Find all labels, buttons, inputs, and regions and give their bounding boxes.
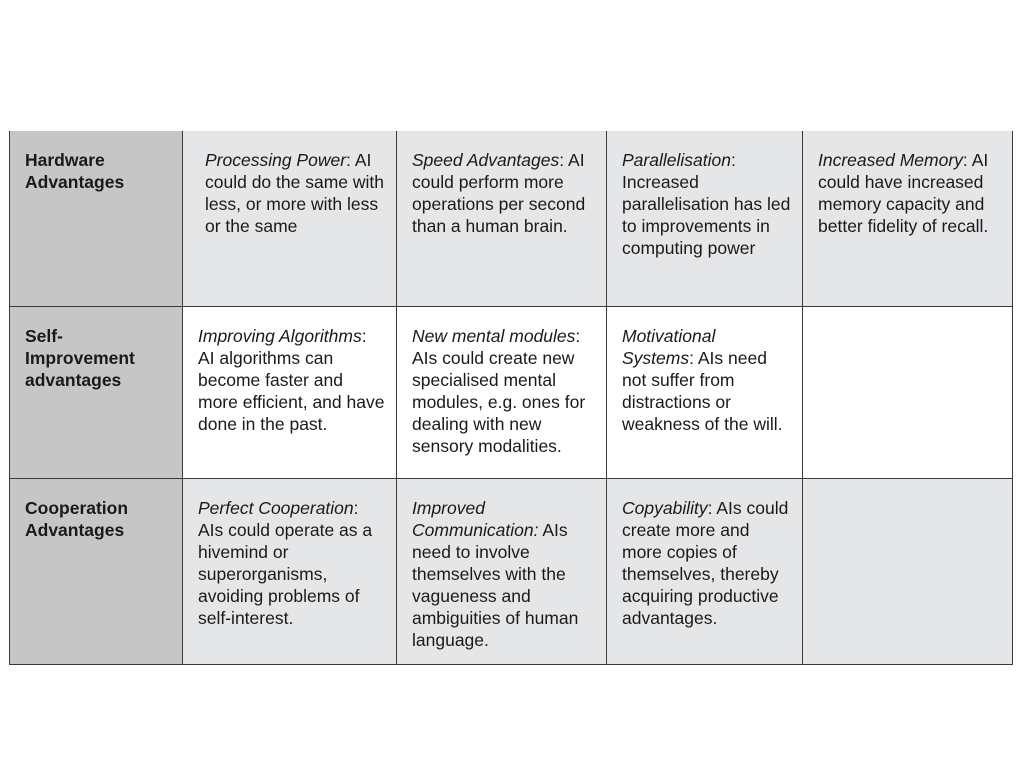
table-cell	[397, 478, 607, 664]
cell-term: Improving Algorithms	[198, 325, 362, 346]
table-row-self-improvement	[10, 306, 1013, 478]
cell-sep: :	[730, 150, 736, 170]
cell-sep: :	[361, 325, 367, 346]
cell-term: Processing Power	[205, 150, 347, 170]
cell-text: AIs need to involve themselves with the vagueness and ambiguities of human language.	[412, 519, 579, 650]
cell-term: Perfect Cooperation	[198, 497, 354, 518]
cell-term: Speed Advantages	[412, 150, 560, 170]
table-cell	[183, 131, 397, 306]
table-cell	[803, 131, 1013, 306]
table-cell	[183, 478, 397, 664]
table-row-hardware	[10, 131, 1013, 306]
cell-text: AIs could create more and more copies of themselves, thereby acquiring productive advantages.	[622, 497, 789, 628]
table-cell-empty	[803, 306, 1013, 478]
ai-advantages-table	[9, 131, 1013, 665]
cell-term: Motivational Systems	[622, 325, 716, 368]
cell-text: AI algorithms can become faster and more efficient, and have done in the past.	[198, 347, 385, 434]
cell-term: Parallelisation	[622, 150, 731, 170]
table-cell	[183, 306, 397, 478]
cell-sep: :	[559, 150, 565, 170]
cell-term: Copyability	[622, 497, 708, 518]
table-cell	[397, 131, 607, 306]
cell-term: Improved Communication:	[412, 497, 539, 540]
table-cell-empty	[803, 478, 1013, 664]
row-header-hardware: Hardware Advantages	[10, 131, 183, 306]
cell-text: AIs could operate as a hivemind or superorganisms, avoiding problems of self-interest.	[198, 519, 373, 628]
cell-term: Increased Memory	[818, 150, 963, 170]
cell-sep: :	[353, 497, 359, 518]
cell-sep: :	[575, 325, 581, 346]
cell-sep: :	[689, 347, 694, 368]
table-cell	[607, 306, 803, 478]
table-row-cooperation	[10, 478, 1013, 664]
cell-text: AI could have increased memory capacity and better fidelity of recall.	[818, 150, 989, 236]
table-cell	[607, 478, 803, 664]
cell-sep: :	[707, 497, 713, 518]
cell-text: AIs could create new specialised mental modules, e.g. ones for dealing with new sensory modalities.	[412, 347, 586, 456]
cell-text: AIs need not suffer from distractions or weakness of the will.	[622, 347, 783, 434]
cell-text: Increased parallelisation has led to improvements in computing power	[622, 172, 791, 258]
cell-term: New mental modules	[412, 325, 576, 346]
row-header-cooperation: Cooperation Advantages	[10, 478, 183, 664]
table-cell	[607, 131, 803, 306]
cell-sep: :	[346, 150, 351, 170]
cell-text: AI could perform more operations per second than a human brain.	[412, 150, 586, 236]
table-cell	[397, 306, 607, 478]
cell-text: AI could do the same with less, or more with less or the same	[205, 150, 384, 236]
row-header-self-improvement: Self-Improvement advantages	[10, 306, 183, 478]
cell-sep: :	[962, 150, 968, 170]
